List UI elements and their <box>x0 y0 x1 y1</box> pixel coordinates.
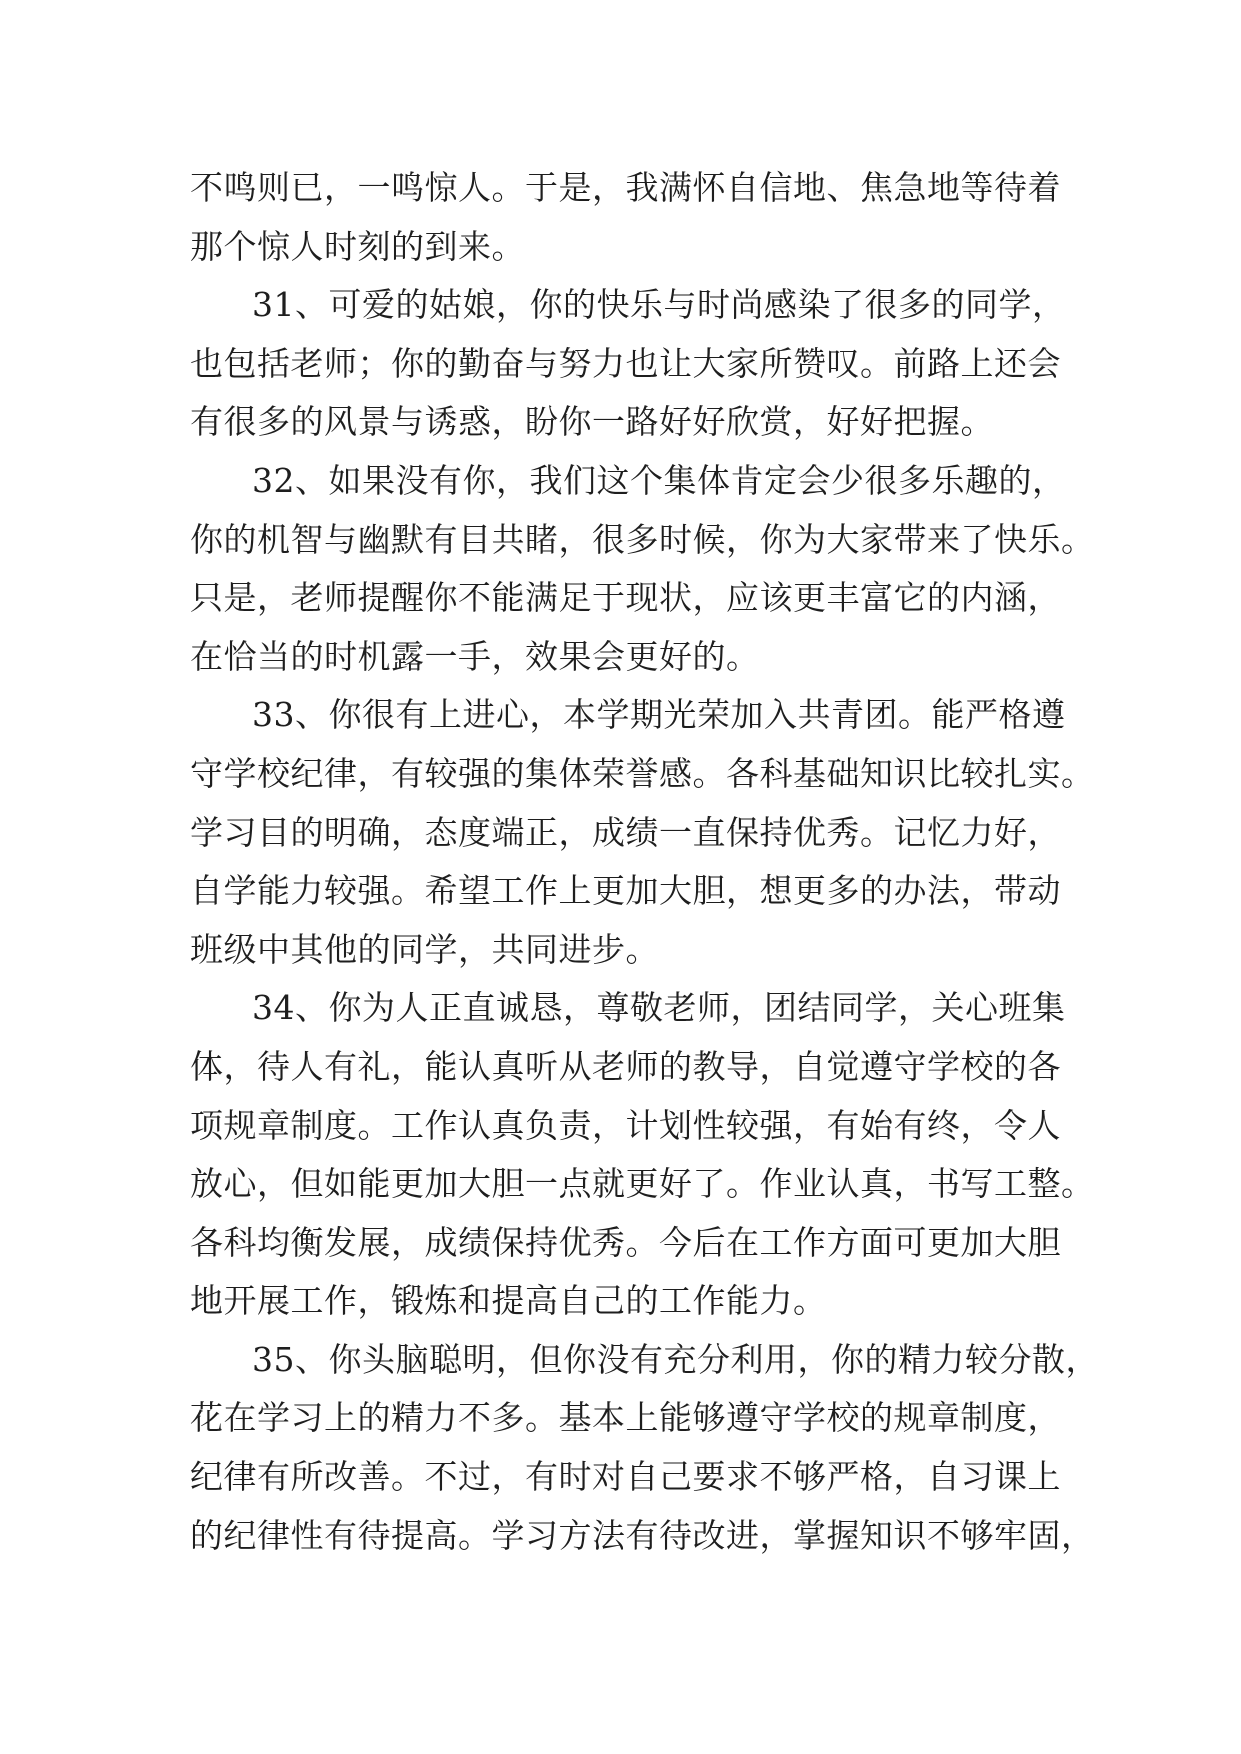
text-line: 只是，老师提醒你不能满足于现状，应该更丰富它的内涵， <box>190 578 1061 618</box>
text-line: 自学能力较强。希望工作上更加大胆，想更多的办法，带动 <box>190 871 1061 911</box>
text-line: 地开展工作，锻炼和提高自己的工作能力。 <box>190 1281 827 1321</box>
text-line: 班级中其他的同学，共同进步。 <box>190 929 659 969</box>
text-line: 你的机智与幽默有目共睹，很多时候，你为大家带来了快乐。 <box>190 519 1095 559</box>
paragraph-start-35: 35、你头脑聪明，但你没有充分利用，你的精力较分散， <box>252 1339 1099 1379</box>
text-line: 也包括老师；你的勤奋与努力也让大家所赞叹。前路上还会 <box>190 343 1061 383</box>
text-line: 学习目的明确，态度端正，成绩一直保持优秀。记忆力好， <box>190 812 1061 852</box>
text-line: 各科均衡发展，成绩保持优秀。今后在工作方面可更加大胆 <box>190 1222 1061 1262</box>
paragraph-start-31: 31、可爱的姑娘，你的快乐与时尚感染了很多的同学， <box>252 285 1066 325</box>
text-line: 那个惊人时刻的到来。 <box>190 226 525 266</box>
document-body <box>190 159 1099 1565</box>
text-line: 体，待人有礼，能认真听从老师的教导，自觉遵守学校的各 <box>190 1046 1061 1086</box>
paragraph-start-33: 33、你很有上进心，本学期光荣加入共青团。能严格遵 <box>252 695 1066 735</box>
text-line: 项规章制度。工作认真负责，计划性较强，有始有终，令人 <box>190 1105 1061 1145</box>
text-line: 花在学习上的精力不多。基本上能够遵守学校的规章制度， <box>190 1398 1061 1438</box>
text-line: 放心，但如能更加大胆一点就更好了。作业认真，书写工整。 <box>190 1164 1095 1204</box>
text-line: 守学校纪律，有较强的集体荣誉感。各科基础知识比较扎实。 <box>190 753 1095 793</box>
text-line: 有很多的风景与诱惑，盼你一路好好欣赏，好好把握。 <box>190 402 994 442</box>
text-line: 纪律有所改善。不过，有时对自己要求不够严格，自习课上 <box>190 1457 1061 1497</box>
paragraph-start-34: 34、你为人正直诚恳，尊敬老师，团结同学，关心班集 <box>252 988 1066 1028</box>
text-line: 在恰当的时机露一手，效果会更好的。 <box>190 636 760 676</box>
text-line: 不鸣则已，一鸣惊人。于是，我满怀自信地、焦急地等待着 <box>190 168 1061 207</box>
paragraph-start-32: 32、如果没有你，我们这个集体肯定会少很多乐趣的， <box>252 460 1066 500</box>
text-line: 的纪律性有待提高。学习方法有待改进，掌握知识不够牢固， <box>190 1515 1095 1555</box>
